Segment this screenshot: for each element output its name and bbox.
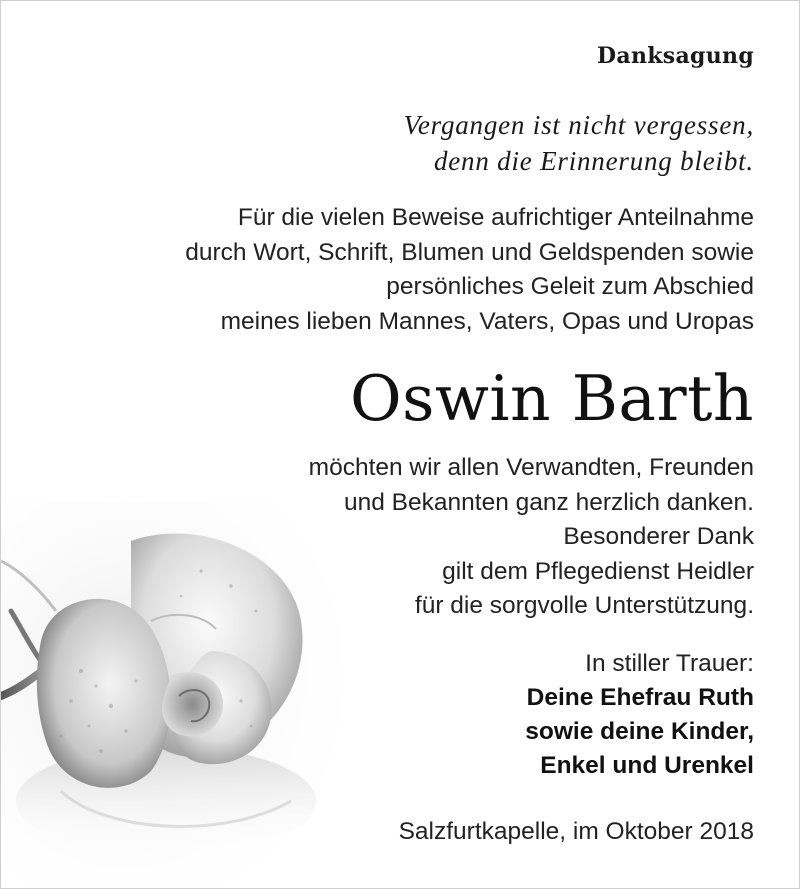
mourner-line: sowie deine Kinder, (525, 718, 754, 745)
mourner-line: Enkel und Urenkel (540, 752, 754, 779)
intro-line: Für die vielen Beweise aufrichtiger Anteilnahme (237, 204, 754, 231)
intro-line: durch Wort, Schrift, Blumen und Geldspenden sowie (185, 238, 754, 266)
mourner-line: Deine Ehefrau Ruth (526, 684, 754, 711)
intro-line: meines lieben Mannes, Vaters, Opas und Uropas (220, 307, 754, 335)
mourning-intro: In stiller Trauer: (585, 650, 754, 677)
notice-title: Danksagung (597, 43, 754, 69)
motto-line: Vergangen ist nicht vergessen, (403, 110, 754, 140)
white-rose-icon (1, 501, 361, 889)
thanks-line: möchten wir allen Verwandten, Freunden (308, 454, 754, 481)
thanks-text (309, 451, 754, 624)
thanks-line: für die sorgvolle Unterstützung. (414, 592, 754, 619)
mourners (525, 681, 754, 783)
thanks-line: und Bekannten ganz herzlich danken. (344, 488, 754, 516)
intro-text (185, 201, 754, 339)
motto (404, 107, 754, 179)
deceased-name: Oswin Barth (349, 362, 754, 435)
thanks-line: Besonderer Dank (563, 523, 754, 550)
place-date: Salzfurtkapelle, im Oktober 2018 (398, 818, 754, 845)
intro-line: persönliches Geleit zum Abschied (386, 273, 754, 300)
thanks-line: gilt dem Pflegedienst Heidler (442, 557, 754, 585)
motto-line: denn die Erinnerung bleibt. (433, 146, 754, 176)
